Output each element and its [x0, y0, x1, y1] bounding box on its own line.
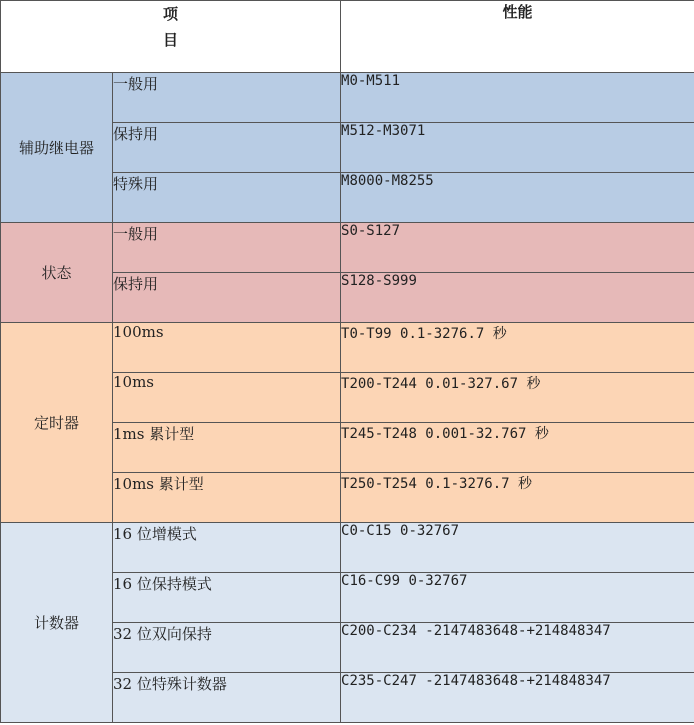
group-timer	[1, 323, 694, 523]
item-cell: 1ms 累计型	[113, 423, 341, 473]
header-item	[1, 1, 341, 73]
category-cell: 状态	[1, 223, 113, 323]
item-cell: 保持用	[113, 123, 341, 173]
performance-cell: T250-T254 0.1-3276.7 秒	[341, 473, 694, 523]
item-cell: 10ms 累计型	[113, 473, 341, 523]
table-row	[1, 323, 694, 373]
header-item-line2: 目	[163, 31, 179, 49]
performance-cell: T200-T244 0.01-327.67 秒	[341, 373, 694, 423]
item-cell: 100ms	[113, 323, 341, 373]
header-item-line1: 项	[163, 5, 179, 23]
item-cell: 特殊用	[113, 173, 341, 223]
item-cell: 保持用	[113, 273, 341, 323]
table-row	[1, 523, 694, 573]
table-row	[1, 73, 694, 123]
performance-cell: C200-C234 -2147483648-+214848347	[341, 623, 694, 673]
category-cell: 定时器	[1, 323, 113, 523]
performance-cell: C16-C99 0-32767	[341, 573, 694, 623]
item-cell: 一般用	[113, 73, 341, 123]
item-cell: 16 位保持模式	[113, 573, 341, 623]
performance-cell: S128-S999	[341, 273, 694, 323]
category-cell: 计数器	[1, 523, 113, 723]
item-cell: 32 位双向保持	[113, 623, 341, 673]
group-auxiliary-relay	[1, 73, 694, 223]
performance-cell: S0-S127	[341, 223, 694, 273]
header-row	[1, 1, 694, 73]
performance-cell: T0-T99 0.1-3276.7 秒	[341, 323, 694, 373]
table-row	[1, 223, 694, 273]
performance-cell: M0-M511	[341, 73, 694, 123]
group-state	[1, 223, 694, 323]
item-cell: 10ms	[113, 373, 341, 423]
performance-cell: T245-T248 0.001-32.767 秒	[341, 423, 694, 473]
category-cell: 辅助继电器	[1, 73, 113, 223]
item-cell: 32 位特殊计数器	[113, 673, 341, 723]
group-counter	[1, 523, 694, 723]
item-cell: 16 位增模式	[113, 523, 341, 573]
performance-cell: M8000-M8255	[341, 173, 694, 223]
item-cell: 一般用	[113, 223, 341, 273]
performance-cell: M512-M3071	[341, 123, 694, 173]
performance-cell: C0-C15 0-32767	[341, 523, 694, 573]
performance-cell: C235-C247 -2147483648-+214848347	[341, 673, 694, 723]
header-performance: 性能	[341, 1, 694, 73]
